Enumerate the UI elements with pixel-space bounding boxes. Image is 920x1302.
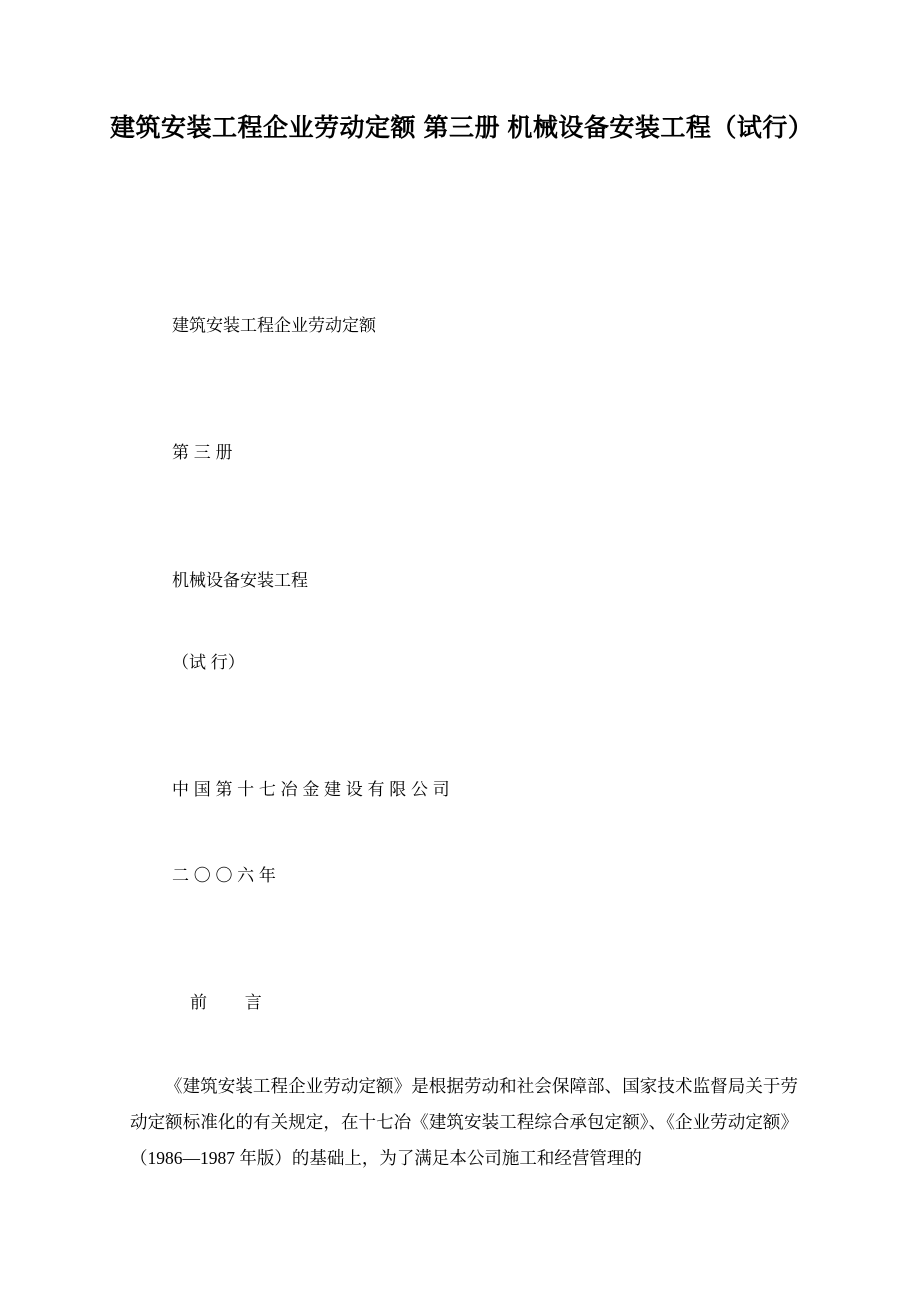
cover-line-subject: 机械设备安装工程 xyxy=(172,571,308,590)
preface-paragraph: 《建筑安装工程企业劳动定额》是根据劳动和社会保障部、国家技术监督局关于劳动定额标准化的有关规定，在十七冶《建筑安装工程综合承包定额》、《企业劳动定额》（1986—1987 年版）的基础上，为了满足本公司施工和经营管理的 xyxy=(130,1076,798,1168)
preface-heading: 前 言 xyxy=(190,993,262,1012)
cover-line-trial: （试 行） xyxy=(172,653,245,672)
cover-line-organization: 中 国 第 十 七 冶 金 建 设 有 限 公 司 xyxy=(172,780,450,799)
cover-line-standard-name: 建筑安装工程企业劳动定额 xyxy=(172,316,376,335)
cover-line-volume: 第 三 册 xyxy=(172,443,233,462)
page-title: 建筑安装工程企业劳动定额 第三册 机械设备安装工程（试行） xyxy=(110,114,814,142)
cover-line-year: 二 〇 〇 六 年 xyxy=(172,866,276,885)
